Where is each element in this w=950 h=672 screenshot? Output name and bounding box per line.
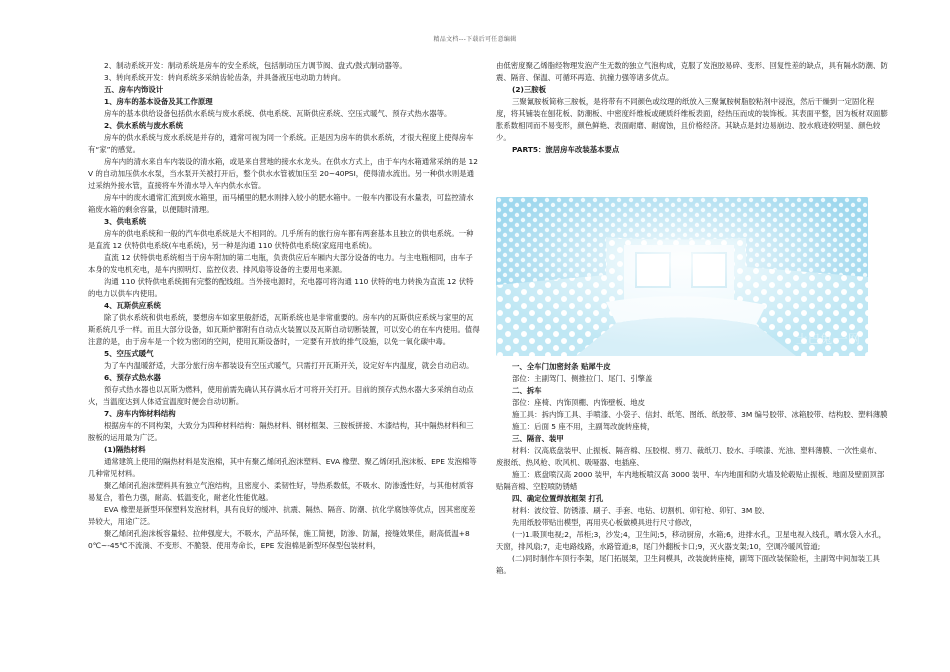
left-paragraph: 房车中的废水通常汇流到废水箱里，而马桶里的肥水则排入较小的肥水箱中。一般车内都设有水量表，可监控清水箱废水箱的剩余容量，以便随时清理。 bbox=[88, 193, 474, 214]
left-paragraph: 房车的供水系统与废水系统是并存的，通常可视为同一个系统。正是因为房车的供水系统，才很大程度上使得房车有“家”的感觉。 bbox=[88, 133, 474, 154]
right-column-bottom bbox=[496, 361, 888, 661]
left-paragraph: 通常建筑上使用的隔热材料是发泡棉，其中有聚乙烯闭孔泡沫塑料、EVA 橡塑、聚乙烯闭孔泡沫板、EPE 发泡棉等几种常见材料。 bbox=[88, 457, 477, 478]
left-heading: 4、瓦斯供应系统 bbox=[104, 301, 161, 310]
right-bottom-paragraph: 部位：座椅、内饰顶棚、内饰壁板、地皮 bbox=[512, 398, 646, 407]
right-bottom-paragraph: 先用纸胶带贴出模型，再用夹心板做模具进行尺寸修改， bbox=[512, 518, 697, 527]
left-heading: 五、房车内饰设计 bbox=[104, 85, 164, 94]
right-bottom-heading: 四、确定位置焊放框架 打孔 bbox=[512, 494, 604, 503]
left-paragraph: 聚乙烯闭孔泡沫板容量轻、拉伸强度大，不吸水，产品环保，施工简便，防渗、防漏，接缝效果佳，耐高低温+80℃~-45℃不流淌、不变形、不脆裂、使用寿命长，EPE 发泡棉是新型环保型包装材料， bbox=[88, 529, 470, 550]
left-paragraph: 为了车内温暖舒适，大部分旅行房车都装设有空压式暖气，只需打开瓦斯开关，设定好车内温度，就会自动启动。 bbox=[104, 361, 474, 370]
right-bottom-heading: 二、拆车 bbox=[512, 386, 542, 395]
left-paragraph: 预存式热水器也以瓦斯为燃料，使用前需先确认其存满水后才可将开关打开。目前的预存式热水器大多采纳自动点火，当温度达到人体适宜温度时便会自动切断。 bbox=[88, 385, 474, 406]
right-bottom-paragraph: 材料：汉高底盘装甲、止振板、隔音棉、压胶棍、剪刀、裁纸刀、胶水、手喷漆、光油、塑料薄膜、一次性桌布、废报纸、热风枪、吹风机、吸哑器、电插座、 bbox=[496, 446, 882, 467]
left-heading: 7、房车内饰材料结构 bbox=[104, 409, 176, 418]
right-bottom-paragraph: (一)1.吸顶电视;2，吊柜;3，沙发;4，卫生间;5，移动厨房，水箱;6，进排水孔，卫星电视入线孔，晒水袋入水孔，天窗，排风扇;7，走电路线路，水路管道;8，尾门外翻板卡口;9，灭火器支架;10，空调冷暖风管道; bbox=[496, 530, 886, 551]
left-paragraph: 房车的供电系统和一般的汽车供电系统是大不相同的。几乎所有的旅行房车都有两套基本且独立的供电系统。一种是直流 12 伏特供电系统(车电系统)，另一种是沟通 110 伏特供电系统(家庭用电系统)。 bbox=[88, 229, 474, 250]
left-paragraph: 3、转向系统开发：转向系统多采纳齿轮齿条，并具备液压电动助力转向。 bbox=[104, 73, 346, 82]
left-heading: 1、房车的基本设备及其工作原理 bbox=[104, 97, 213, 106]
left-paragraph: 根据房车的不同构架，大致分为四种材料结构：隔热材料、钢材框架、三胺板拼接、木漆结构，其中隔热材料和三胺板的运用最为广泛。 bbox=[88, 421, 474, 442]
left-paragraph: EVA 橡塑是新型环保塑料发泡材料，具有良好的缓冲、抗震、隔热、隔音、防潮、抗化学腐蚀等优点，因其密度差异较大，用途广泛。 bbox=[88, 505, 476, 526]
left-paragraph: 2、制动系统开发：制动系统是房车的安全系统，包括制动压力调节阀、盘式/鼓式制动器等。 bbox=[104, 61, 407, 70]
rv-interior-photo bbox=[496, 197, 868, 356]
right-bottom-paragraph: 施工：后面 5 座不用，主副驾改旋转座椅， bbox=[512, 422, 655, 431]
left-paragraph: 除了供水系统和供电系统，要想房车如家里般舒适，瓦斯系统也是非常重要的。房车内的瓦斯供应系统与家里的瓦斯系统几乎一样。而且大部分设备，如瓦斯炉都附有自动点火装置以及瓦斯自动切断装置，可以安心的在车内使用。值得注意的是，由于房车是一个较为密闭的空间，使用瓦斯设备时，一定要有开放的排气设施，以免一氧化碳中毒。 bbox=[88, 313, 480, 346]
page-header: 精品文档---下载后可任意编辑 bbox=[433, 36, 517, 43]
left-heading: 5、空压式暖气 bbox=[104, 349, 154, 358]
right-bottom-paragraph: 施工：底盘喷汉高 2000 装甲，车内地板喷汉高 3000 装甲、车内地面和防火墙及轮毂贴止振板、地面及壁面顶部贴隔音棉、空腔喷防锈蜡 bbox=[496, 470, 885, 491]
left-column bbox=[88, 60, 480, 660]
left-paragraph: 聚乙烯闭孔泡沫塑料具有独立气泡结构，且密度小、柔韧性好，导热系数低，不吸水、防渗透性好，与其他材质容易复合，着色力强，耐高、低温变化，耐老化性能优越。 bbox=[88, 481, 474, 502]
left-paragraph: 直流 12 伏特供电系统相当于房车附加的第二电瓶，负责供应后车厢内大部分设备的电力。与主电瓶相同，由车子本身的发电机充电，是车内照明灯、监控仪表、排风扇等设备的主要用电来源。 bbox=[88, 253, 473, 274]
right-bottom-paragraph: (二)同时制作车顶行李架，尾门拓展架，卫生间模具，改装旋转座椅，副驾下面改装保险柜，主副驾中间加装工具箱。 bbox=[496, 554, 880, 575]
left-heading: 6、预存式热水器 bbox=[104, 373, 161, 382]
left-heading: (1)隔热材料 bbox=[104, 445, 146, 454]
photo-watermark: 土巴兔·一网 bbox=[796, 332, 860, 346]
right-bottom-paragraph: 施工具：拆内饰工具、手喷漆、小袋子、信封、纸笔、图纸、纸胶带、3M 编号胶带、冰箱胶带、结构胶、塑料薄膜 bbox=[512, 410, 888, 419]
right-bottom-heading: 三、隔音、装甲 bbox=[512, 434, 564, 443]
right-top-heading: PART5：旅居房车改装基本要点 bbox=[512, 145, 620, 154]
right-top-paragraph: 三聚氰胺板简称三胺板，是将带有不同颜色或纹理的纸放入三聚氰胺树脂胶粘剂中浸泡，然后干燥到一定固化程度，将其铺装在刨花板、防潮板、中密度纤维板或硬质纤维板表面，经热压而成的装饰板。其表面平整，因为板材双面膨胀系数相同而不易变形，颜色鲜艳、表面耐磨、耐腐蚀，且价格经济。其缺点是封边易崩边、胶水痕迹较明显、颜色较少。 bbox=[496, 97, 888, 142]
left-heading: 3、供电系统 bbox=[104, 217, 147, 226]
left-paragraph: 沟通 110 伏特供电系统拥有完整的配线组。当外接电源时，充电器可将沟通 110 伏特的电力转换为直流 12 伏特的电力以供车内使用。 bbox=[88, 277, 474, 298]
right-top-paragraph: 由低密度聚乙烯脂经物理发泡产生无数的独立气泡构成，克服了发泡胶易碎、变形、回复性差的缺点，具有隔水防潮、防震、隔音、保温、可循环再造、抗撞力强等诸多优点。 bbox=[496, 61, 888, 82]
left-paragraph: 房车内的清水来自车内装设的清水箱，或是来自营地的接水水龙头。在供水方式上，由于车内水箱通常采纳的是 12V 的自动加压供水水泵，当水泵开关被打开后，整个供水水管被加压至 20~40PSI，使得清水流出。另一种供水则是通过采纳外接水管，直接将车外清水导入车内供水水管。 bbox=[88, 157, 478, 190]
left-heading: 2、供水系统与废水系统 bbox=[104, 121, 184, 130]
right-bottom-paragraph: 部位：主副驾门、侧推拉门、尾门、引擎盖 bbox=[512, 374, 653, 383]
right-bottom-paragraph: 材料：波纹管、防锈漆、刷子、手套、电钻、切割机、卯钉枪、卯钉、3M 胶、 bbox=[512, 506, 770, 515]
left-paragraph: 房车的基本供给设备包括供水系统与废水系统、供电系统、瓦斯供应系统、空压式暖气、预存式热水器等。 bbox=[104, 109, 452, 118]
right-bottom-heading: 一、全车门加密封条 贴犀牛皮 bbox=[512, 362, 611, 371]
right-top-heading: (2)三胺板 bbox=[512, 85, 547, 94]
